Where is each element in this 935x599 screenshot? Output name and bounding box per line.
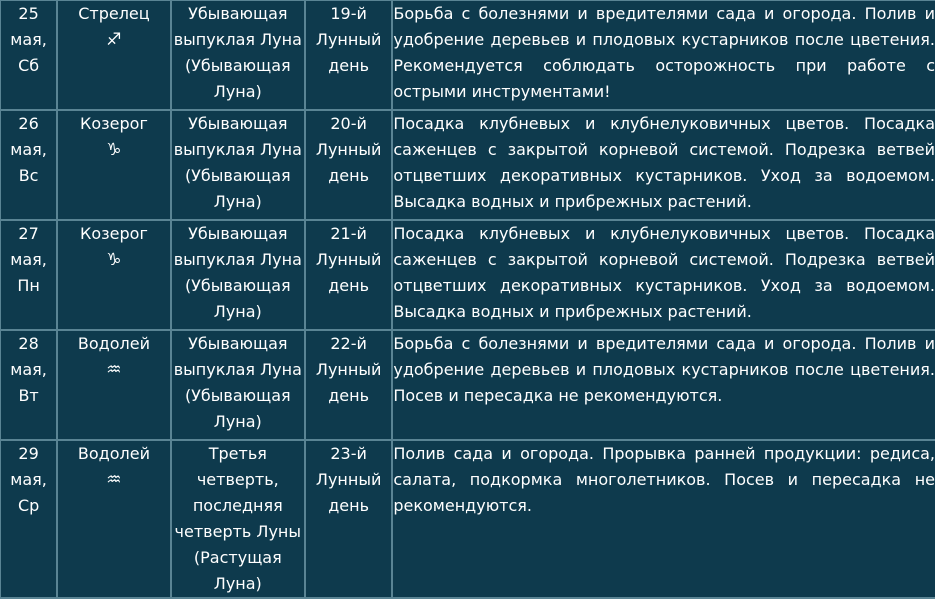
moon-phase-line: Убывающая <box>188 224 288 243</box>
moon-phase-line: (Убывающая <box>184 166 291 185</box>
zodiac-sign-name: Стрелец <box>78 4 150 23</box>
zodiac-cell <box>58 331 169 439</box>
date-weekday: Вс <box>18 166 39 185</box>
lunar-day-label: день <box>328 386 370 405</box>
table-row <box>1 441 935 597</box>
moon-phase-line: Убывающая <box>188 4 288 23</box>
capricorn-icon: ♑ <box>106 250 122 270</box>
zodiac-cell <box>58 111 169 219</box>
date-month: мая, <box>10 250 47 269</box>
sagittarius-icon: ♐ <box>106 30 122 50</box>
moon-phase-line: (Убывающая <box>184 56 291 75</box>
zodiac-cell <box>58 441 169 597</box>
date-day: 28 <box>18 334 39 353</box>
date-cell <box>1 221 56 329</box>
lunar-day-label: Лунный <box>315 140 382 159</box>
moon-phase-line: Луна) <box>213 412 262 431</box>
date-month: мая, <box>10 140 47 159</box>
date-day: 26 <box>18 114 39 133</box>
moon-phase-line: Луна) <box>213 82 262 101</box>
date-cell <box>1 331 56 439</box>
date-cell <box>1 441 56 597</box>
moon-phase-cell <box>172 221 304 329</box>
lunar-day-label: Лунный <box>315 250 382 269</box>
lunar-day-cell <box>306 1 391 109</box>
lunar-day-label: день <box>328 56 370 75</box>
zodiac-sign-name: Козерог <box>80 224 148 243</box>
moon-phase-line: Луна) <box>213 302 262 321</box>
lunar-day-number: 22-й <box>330 334 367 353</box>
date-month: мая, <box>10 470 47 489</box>
date-day: 27 <box>18 224 39 243</box>
recommendation-cell: Борьба с болезнями и вредителями сада и огорода. Полив и удобрение деревьев и плодовых кустарников после цветения. Посев и пересадка не рекомендуются. <box>393 331 935 439</box>
date-weekday: Сб <box>18 56 40 75</box>
moon-phase-line: Убывающая <box>188 114 288 133</box>
date-weekday: Ср <box>17 496 40 515</box>
lunar-day-cell <box>306 111 391 219</box>
lunar-day-label: Лунный <box>315 30 382 49</box>
zodiac-cell <box>58 221 169 329</box>
lunar-day-number: 21-й <box>330 224 367 243</box>
lunar-day-label: день <box>328 496 370 515</box>
moon-phase-line: четверть Луны <box>174 522 302 541</box>
date-cell <box>1 1 56 109</box>
moon-phase-line: выпуклая Луна <box>173 140 302 159</box>
lunar-day-number: 19-й <box>330 4 367 23</box>
lunar-day-label: Лунный <box>315 470 382 489</box>
moon-phase-line: (Убывающая <box>184 386 291 405</box>
recommendation-cell: Полив сада и огорода. Прорывка ранней продукции: редиса, салата, подкормка многолетников. Посев и пересадка не рекомендуются. <box>393 441 935 597</box>
moon-phase-cell <box>172 441 304 597</box>
moon-phase-line: последняя <box>192 496 283 515</box>
date-day: 25 <box>18 4 39 23</box>
date-weekday: Вт <box>18 386 39 405</box>
date-cell <box>1 111 56 219</box>
date-month: мая, <box>10 30 47 49</box>
table-row <box>1 221 935 329</box>
date-day: 29 <box>18 444 39 463</box>
moon-phase-cell <box>172 111 304 219</box>
moon-phase-line: (Убывающая <box>184 276 291 295</box>
recommendation-cell: Борьба с болезнями и вредителями сада и огорода. Полив и удобрение деревьев и плодовых кустарников после цветения. Рекомендуется соблюдать осторожность при работе с острыми инструментами! <box>393 1 935 109</box>
aquarius-icon: ♒ <box>106 360 122 380</box>
moon-phase-line: Убывающая <box>188 334 288 353</box>
date-month: мая, <box>10 360 47 379</box>
lunar-day-number: 23-й <box>330 444 367 463</box>
lunar-day-cell <box>306 441 391 597</box>
table-row <box>1 1 935 109</box>
moon-phase-line: (Растущая Луна) <box>193 548 282 593</box>
lunar-day-label: день <box>328 166 370 185</box>
moon-phase-line: выпуклая Луна <box>173 250 302 269</box>
moon-phase-cell <box>172 331 304 439</box>
lunar-day-cell <box>306 221 391 329</box>
lunar-day-cell <box>306 331 391 439</box>
date-weekday: Пн <box>17 276 40 295</box>
moon-phase-line: Третья четверть, <box>196 444 279 489</box>
aquarius-icon: ♒ <box>106 470 122 490</box>
recommendation-cell: Посадка клубневых и клубнелуковичных цветов. Посадка саженцев с закрытой корневой системой. Подрезка ветвей отцветших декоративных кустарников. Уход за водоемом. Высадка водных и прибрежных растений. <box>393 221 935 329</box>
moon-phase-line: Луна) <box>213 192 262 211</box>
table-row <box>1 111 935 219</box>
zodiac-sign-name: Водолей <box>77 444 150 463</box>
lunar-day-label: Лунный <box>315 360 382 379</box>
moon-phase-cell <box>172 1 304 109</box>
moon-phase-line: выпуклая Луна <box>173 360 302 379</box>
capricorn-icon: ♑ <box>106 140 122 160</box>
recommendation-cell: Посадка клубневых и клубнелуковичных цветов. Посадка саженцев с закрытой корневой системой. Подрезка ветвей отцветших декоративных кустарников. Уход за водоемом. Высадка водных и прибрежных растений. <box>393 111 935 219</box>
lunar-day-label: день <box>328 276 370 295</box>
zodiac-cell <box>58 1 169 109</box>
moon-phase-line: выпуклая Луна <box>173 30 302 49</box>
table-row <box>1 331 935 439</box>
zodiac-sign-name: Козерог <box>80 114 148 133</box>
lunar-day-number: 20-й <box>330 114 367 133</box>
zodiac-sign-name: Водолей <box>77 334 150 353</box>
